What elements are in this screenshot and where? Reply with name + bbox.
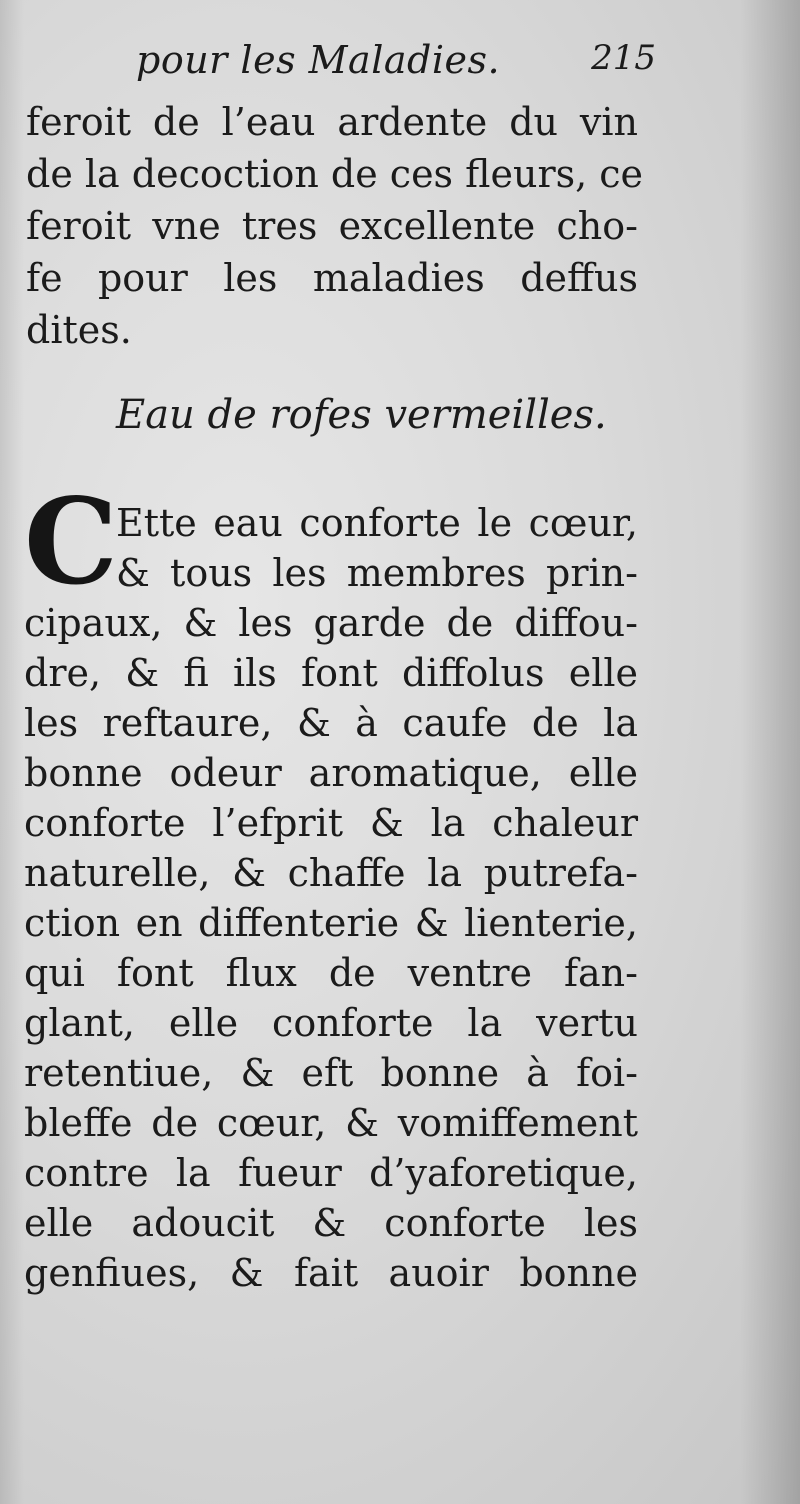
text-line: dites. [26,308,132,352]
page-left-shadow [0,0,24,1504]
page-number: 215 [591,38,656,78]
continued-paragraph [26,96,644,356]
text-line: fe pour les maladies deffus [26,256,638,300]
text-line: bonne odeur aromatique, elle [24,751,638,795]
page-header [136,38,656,88]
text-line: contre la fueur d’yaforetique, [24,1151,638,1195]
text-line: retentiue, & eft bonne à foi- [24,1051,638,1095]
text-line: ction en diffenterie & lienterie, [24,901,638,945]
text-line: glant, elle conforte la vertu [24,1001,638,1045]
running-title: pour les Maladies. [136,38,501,82]
text-line: naturelle, & chaffe la putrefa- [24,851,638,895]
text-line: feroit vne tres excellente cho- [26,204,638,248]
text-line: Ette eau conforte le cœur, [116,501,638,545]
text-line: dre, & fi ils font diffolus elle [24,651,638,695]
text-line: les reftaure, & à caufe de la [24,701,638,745]
text-line: & tous les membres prin- [116,551,638,595]
text-line: bleffe de cœur, & vomiffement [24,1101,638,1145]
section-heading: Eau de rofes vermeilles. [116,392,607,438]
page-right-shadow [740,0,800,1504]
drop-cap: C [24,472,118,611]
drop-cap-lines [24,472,638,611]
text-line: elle adoucit & conforte les [24,1201,638,1245]
text-line: conforte l’efprit & la chaleur [24,801,638,845]
text-line: genfiues, & fait auoir bonne [24,1251,638,1295]
text-line: feroit de l’eau ardente du vin [26,100,638,144]
text-line: de la decoction de ces fleurs, ce [26,152,644,196]
section-body [24,472,638,1298]
text-line: cipaux, & les garde de diffou- [24,601,638,645]
text-line: qui font flux de ventre fan- [24,951,638,995]
